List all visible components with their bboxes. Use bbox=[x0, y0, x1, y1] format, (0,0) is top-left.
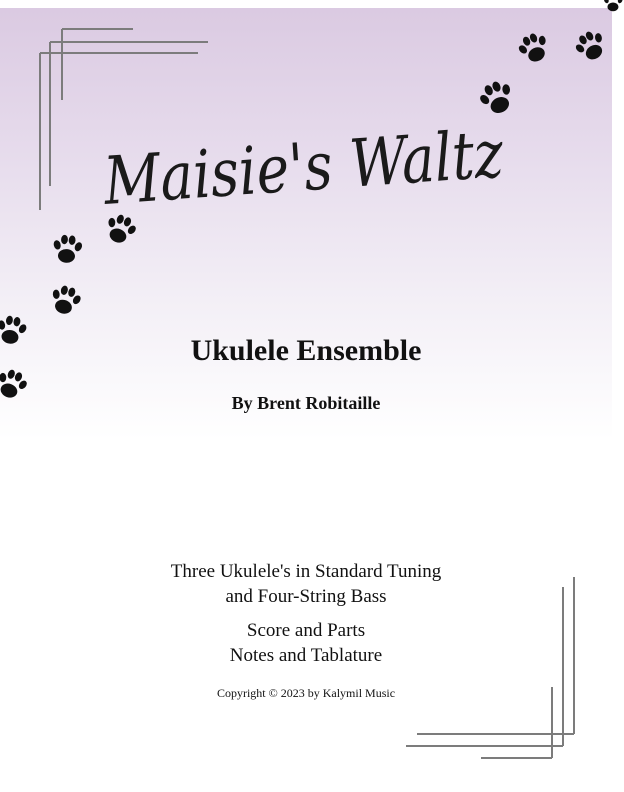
title-text: Maisie's Waltz bbox=[101, 109, 585, 220]
paw-print-icon bbox=[50, 233, 84, 267]
paw-print-icon bbox=[602, 0, 624, 14]
top-margin bbox=[0, 0, 612, 8]
copyright: Copyright © 2023 by Kalymil Music bbox=[216, 686, 396, 700]
byline: By Brent Robitaille bbox=[231, 393, 381, 413]
paw-print-icon bbox=[574, 30, 608, 64]
subtitle: Ukulele Ensemble bbox=[190, 334, 422, 367]
title bbox=[85, 98, 585, 248]
contents-line-1: Score and Parts bbox=[246, 620, 366, 641]
contents-line-2: Notes and Tablature bbox=[229, 645, 383, 666]
instrumentation-line-1: Three Ukulele's in Standard Tuning bbox=[170, 561, 442, 582]
paw-print-icon bbox=[517, 32, 551, 66]
instrumentation-line-2: and Four-String Bass bbox=[225, 586, 387, 607]
paw-print-icon bbox=[48, 284, 82, 318]
